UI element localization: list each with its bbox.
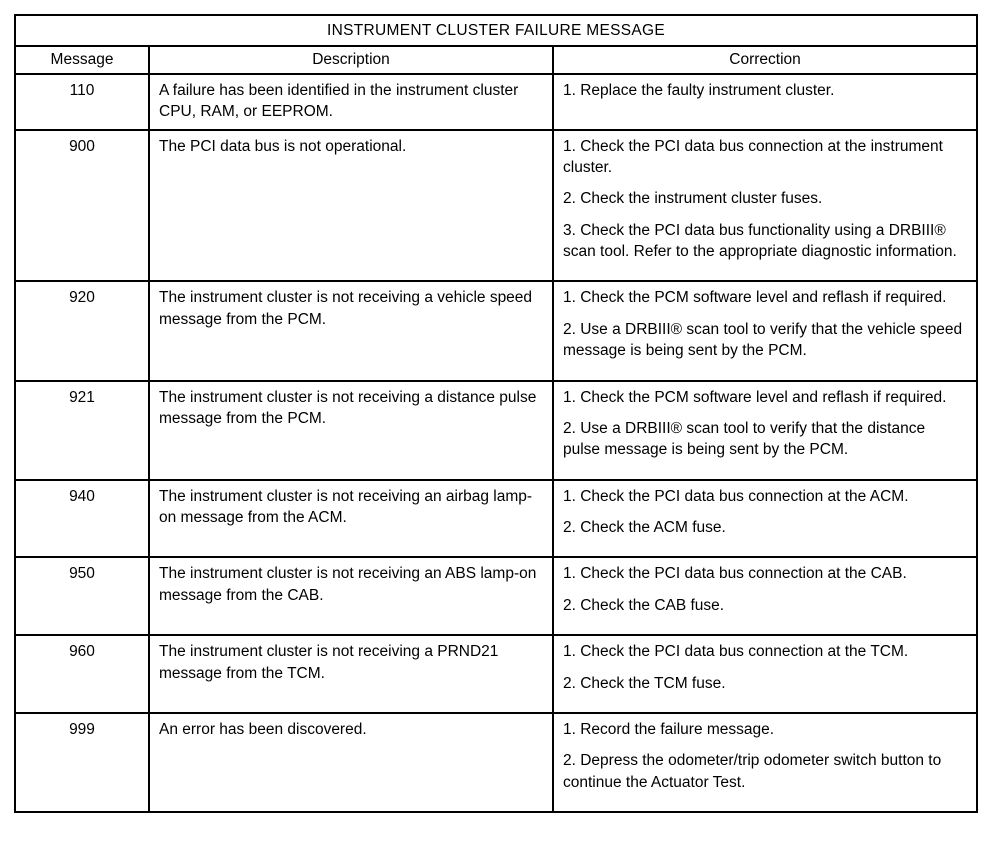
table-head (15, 15, 977, 74)
description-cell: The instrument cluster is not receiving a distance pulse message from the PCM. (149, 381, 553, 480)
message-code: 960 (15, 635, 149, 713)
message-code: 900 (15, 130, 149, 282)
column-header-description: Description (149, 46, 553, 73)
correction-cell (553, 74, 977, 130)
correction-step: 1. Check the PCM software level and reflash if required. (563, 388, 947, 406)
description-cell: The instrument cluster is not receiving a PRND21 message from the TCM. (149, 635, 553, 713)
correction-cell (553, 713, 977, 812)
correction-cell (553, 130, 977, 282)
correction-step: 2. Use a DRBIII® scan tool to verify that the distance pulse message is being sent by the PCM. (563, 419, 926, 459)
message-code: 950 (15, 557, 149, 635)
description-cell: A failure has been identified in the instrument cluster CPU, RAM, or EEPROM. (149, 74, 553, 130)
description-cell: The instrument cluster is not receiving a vehicle speed message from the PCM. (149, 281, 553, 380)
message-code: 110 (15, 74, 149, 130)
correction-cell (553, 480, 977, 558)
correction-step: 2. Check the TCM fuse. (563, 674, 726, 692)
correction-step: 1. Check the PCI data bus connection at the CAB. (563, 565, 907, 583)
correction-step: 1. Check the PCM software level and reflash if required. (563, 289, 947, 307)
table-row (15, 381, 977, 480)
correction-step: 1. Replace the faulty instrument cluster. (563, 81, 835, 99)
table-row (15, 635, 977, 713)
title-row (15, 15, 977, 46)
table-row (15, 281, 977, 380)
description-cell: The instrument cluster is not receiving an airbag lamp-on message from the ACM. (149, 480, 553, 558)
correction-step: 1. Record the failure message. (563, 720, 775, 738)
correction-step: 2. Depress the odometer/trip odometer switch button to continue the Actuator Test. (563, 752, 942, 791)
correction-cell (553, 635, 977, 713)
message-code: 921 (15, 381, 149, 480)
table-title: INSTRUMENT CLUSTER FAILURE MESSAGE (15, 15, 977, 46)
description-cell: The PCI data bus is not operational. (149, 130, 553, 282)
table-body (15, 74, 977, 812)
description-cell: An error has been discovered. (149, 713, 553, 812)
column-header-correction: Correction (553, 46, 977, 73)
message-code: 920 (15, 281, 149, 380)
table-row (15, 74, 977, 130)
table-row (15, 130, 977, 282)
correction-step: 1. Check the PCI data bus connection at the instrument cluster. (563, 137, 943, 176)
message-code: 940 (15, 480, 149, 558)
table-row (15, 480, 977, 558)
correction-cell (553, 557, 977, 635)
correction-step: 2. Check the ACM fuse. (563, 519, 726, 536)
correction-step: 2. Check the instrument cluster fuses. (563, 190, 823, 208)
correction-step: 3. Check the PCI data bus functionality using a DRBIII® scan tool. Refer to the appropriate diagnostic information. (563, 221, 957, 260)
correction-step: 1. Check the PCI data bus connection at the ACM. (563, 487, 909, 505)
description-cell: The instrument cluster is not receiving an ABS lamp-on message from the CAB. (149, 557, 553, 635)
correction-cell (553, 381, 977, 480)
column-header-message: Message (15, 46, 149, 73)
table-row (15, 557, 977, 635)
table-row (15, 713, 977, 812)
correction-step: 2. Use a DRBIII® scan tool to verify that the vehicle speed message is being sent by the PCM. (563, 320, 963, 360)
message-code: 999 (15, 713, 149, 812)
correction-step: 2. Check the CAB fuse. (563, 596, 725, 614)
correction-step: 1. Check the PCI data bus connection at the TCM. (563, 643, 909, 661)
header-row (15, 46, 977, 73)
failure-message-table (14, 14, 978, 813)
correction-cell (553, 281, 977, 380)
